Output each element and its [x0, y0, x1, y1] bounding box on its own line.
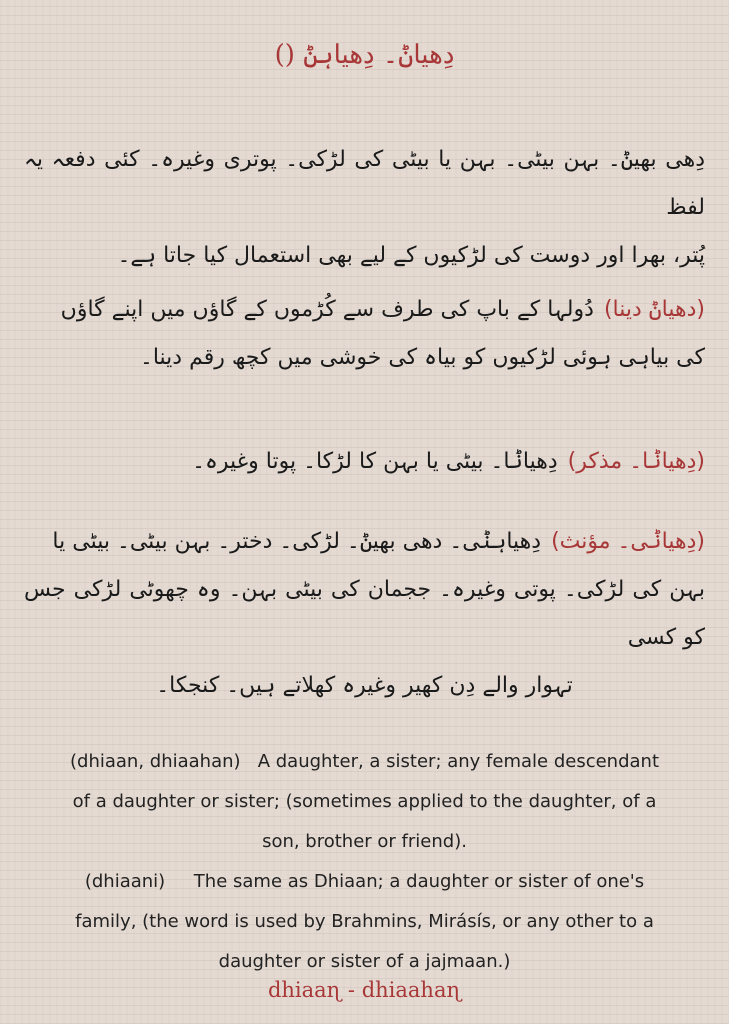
urdu-definition-paragraph-1 [24, 136, 705, 280]
urdu-line: کی بیاہی ہوئی لڑکیوں کو بیاہ کی خوشی میں کچھ رقم دینا۔ [139, 345, 705, 370]
urdu-line: پُتر، بھرا اور دوست کی لڑکیوں کے لیے بھی استعمال کیا جاتا ہے۔ [117, 243, 705, 268]
urdu-text: دِھیاݨا۔ بیٹی یا بہن کا لڑکا۔ پوتا وغیرہ۔ [192, 449, 558, 474]
english-definition-2 [20, 862, 709, 982]
urdu-definition-paragraph-4 [24, 518, 705, 710]
entry-title: دِھیاݨ۔ دِھیاہݨ () [274, 40, 455, 70]
urdu-line: دِھی بھیݨ۔ بہن بیٹی۔ بہن یا بیٹی کی لڑکی۔ پوتری وغیرہ۔ کئی دفعہ یہ لفظ [24, 147, 705, 220]
sub-entry-term: (دِھیاݨی۔ مؤنث) [551, 529, 705, 554]
urdu-line [24, 286, 705, 334]
english-line: (dhiaani) The same as Dhiaan; a daughter or sister of one's [84, 871, 645, 892]
english-line: (dhiaan, dhiaahan) A daughter, a sister; any female descendant [70, 751, 659, 772]
english-line: of a daughter or sister; (sometimes applied to the daughter, of a [72, 791, 657, 812]
urdu-line: تہوار والے دِن کھیر وغیرہ کھلاتے ہیں۔ کنجکا۔ [156, 673, 573, 698]
english-line: family, (the word is used by Brahmins, Mirásís, or any other to a [75, 911, 654, 932]
english-line: son, brother or friend). [262, 831, 467, 852]
urdu-line: بہن کی لڑکی۔ پوتی وغیرہ۔ ججمان کی بیٹی بہن۔ وہ چھوٹی لڑکی جس کو کسی [24, 577, 705, 650]
sub-entry-term: (دھیاݨ دینا) [603, 297, 705, 322]
urdu-definition-paragraph-3 [24, 438, 705, 486]
sub-entry-term: (دِھیاݨا۔ مذکر) [567, 449, 705, 474]
urdu-text: دِھیاہݨی۔ دھی بھیݨ۔ لڑکی۔ دختر۔ بہن بیٹی۔ بیٹی یا [52, 529, 542, 554]
urdu-text: دُولہا کے باپ کی طرف سے کُڑموں کے گاؤں میں اپنے گاؤں [60, 297, 594, 322]
urdu-definition-paragraph-2 [24, 286, 705, 382]
transliteration-footer: dhiaaɳ - dhiaahaɳ [267, 978, 462, 1002]
english-line: daughter or sister of a jajmaan.) [218, 951, 511, 972]
urdu-line [24, 438, 705, 486]
english-definition-1 [20, 742, 709, 862]
urdu-line [24, 518, 705, 566]
